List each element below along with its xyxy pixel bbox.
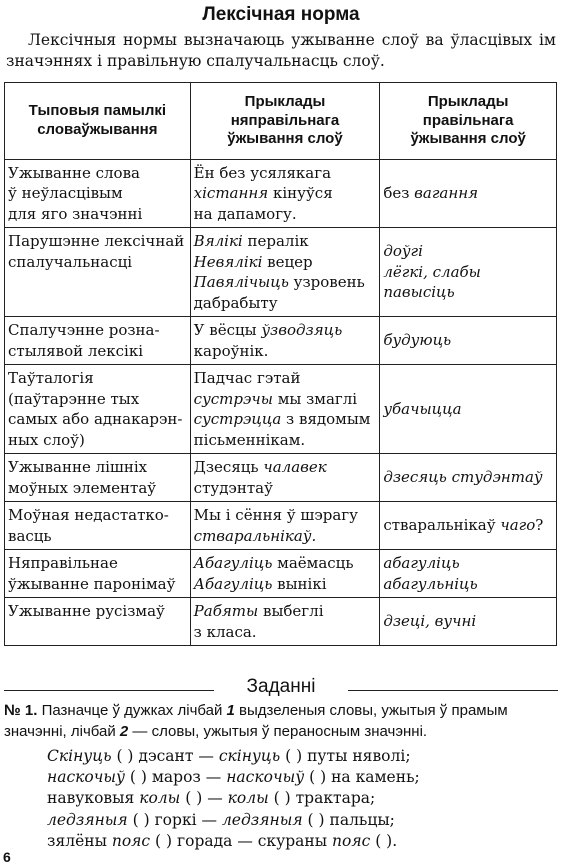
cell-line: Ужыванне русізмаў	[8, 602, 165, 620]
cell-line: моўных элементаў	[8, 478, 157, 497]
cell-line	[194, 622, 377, 643]
text-fragment: Мы і сёння ў шэрагу	[193, 506, 358, 524]
text-fragment: У вёсцы	[193, 321, 262, 339]
highlighted-word: Скінуць	[47, 747, 112, 765]
header-errors: Тыповыя памылкі словаўжывання	[5, 83, 191, 160]
text-fragment: на дапамогу.	[193, 204, 297, 223]
highlighted-word: будуюць	[383, 331, 452, 350]
text-fragment: ( ) на камень;	[304, 768, 420, 787]
error-type-cell	[5, 454, 191, 502]
highlighted-word: чалавек	[263, 458, 327, 476]
text-fragment: Пазначце ў дужках лічбай	[41, 702, 227, 719]
error-type-cell	[5, 502, 191, 550]
highlighted-word: абагуліць	[383, 554, 460, 572]
highlighted-word: чаго	[500, 516, 536, 535]
text-fragment: дабрабыту	[193, 293, 278, 312]
table-header-row	[5, 83, 557, 160]
text-fragment: выбеглі	[258, 602, 324, 620]
cell-line: стылявой лексікі	[8, 341, 144, 360]
cell-line	[194, 231, 377, 252]
text-fragment: Дзесяць	[193, 458, 264, 476]
cell-line	[194, 204, 377, 225]
cell-line	[194, 252, 377, 273]
cell-line	[383, 574, 553, 595]
highlighted-word: наскочыў	[47, 768, 125, 787]
cell-line	[383, 553, 553, 574]
highlighted-word: колы	[139, 789, 181, 808]
error-type-cell	[5, 159, 191, 228]
norms-table	[4, 82, 557, 646]
cell-line	[194, 457, 377, 478]
text-fragment: маёмасць	[272, 554, 354, 572]
cell-line: васць	[8, 526, 52, 545]
header-wrong: Прыклады няправільнага ўжывання слоў	[190, 83, 380, 160]
cell-line	[194, 341, 377, 362]
cell-line	[383, 330, 553, 351]
table-row	[5, 454, 557, 502]
text-fragment: вецер	[262, 252, 313, 271]
error-type-cell	[5, 365, 191, 454]
example-line	[47, 810, 557, 831]
text-fragment: пералік	[242, 232, 309, 250]
cell-line	[194, 574, 377, 595]
highlighted-word: абагульніць	[383, 574, 478, 593]
text-fragment: зялёны	[47, 831, 112, 850]
wrong-example-cell	[190, 159, 380, 228]
task-text	[4, 702, 508, 740]
highlighted-word: Вялікі	[193, 232, 243, 250]
cell-line	[383, 262, 553, 283]
text-fragment: кінуўся	[268, 184, 333, 202]
text-fragment: кароўнік.	[193, 341, 269, 360]
example-line	[47, 746, 557, 767]
task-number: № 1.	[4, 702, 38, 719]
cell-line: Ужыванне слова	[8, 163, 140, 182]
example-line	[47, 767, 557, 788]
highlighted-word: дзеці, вучні	[383, 612, 477, 631]
right-example-cell	[380, 365, 557, 454]
highlighted-word: лёгкі, слабы	[383, 262, 481, 281]
right-example-cell	[380, 550, 557, 598]
highlighted-word: 2	[119, 723, 129, 740]
example-line	[47, 788, 557, 809]
cell-line	[383, 515, 553, 536]
text-fragment: ( ) трактара;	[268, 789, 376, 808]
cell-line: ўжыванне паронімаў	[8, 574, 176, 593]
example-line	[47, 831, 557, 852]
table-row	[5, 365, 557, 454]
page-title: Лексічная норма	[202, 4, 360, 25]
highlighted-word: ледзяныя	[221, 810, 303, 829]
cell-line: для яго значэнні	[8, 204, 143, 223]
text-fragment: ( ) путы няволі;	[280, 747, 411, 765]
wrong-example-cell	[190, 598, 380, 646]
intro-paragraph: Лексічныя нормы вызначаюць ужыванне слоў ва ўласцівых ім значэннях і правільную спалучальнасць слоў.	[6, 31, 556, 70]
error-type-cell	[5, 228, 191, 317]
cell-line: (паўтарэнне тых	[8, 389, 140, 408]
cell-line	[194, 505, 377, 526]
cell-line: Спалучэнне розна-	[8, 321, 160, 339]
highlighted-word: вагання	[414, 184, 479, 202]
table-row	[5, 598, 557, 646]
right-example-cell	[380, 502, 557, 550]
highlighted-word: Абагуліць	[193, 554, 273, 572]
cell-line: Моўная недастатко-	[8, 506, 169, 524]
cell-line: ў неўласцівым	[8, 184, 123, 202]
cell-line	[383, 282, 553, 303]
highlighted-word: сустрэцца	[193, 410, 282, 428]
error-type-cell	[5, 550, 191, 598]
header-right: Прыклады правільнага ўжывання слоў	[380, 83, 557, 160]
right-example-cell	[380, 228, 557, 317]
highlighted-word: наскочыў	[226, 768, 305, 787]
cell-line	[194, 601, 377, 622]
text-fragment: з класа.	[193, 622, 257, 641]
cell-line	[383, 241, 553, 262]
wrong-example-cell	[190, 502, 380, 550]
text-fragment: ?	[535, 516, 544, 535]
table-row	[5, 502, 557, 550]
text-fragment: стваральнікаў	[383, 516, 501, 535]
cell-line	[194, 478, 377, 499]
highlighted-word: ледзяныя	[47, 810, 128, 829]
highlighted-word: сустрэчы	[193, 389, 273, 408]
right-example-cell	[380, 598, 557, 646]
cell-line	[194, 183, 377, 204]
cell-line	[194, 272, 377, 293]
cell-line	[383, 467, 553, 488]
text-fragment: ( ) пальцы;	[302, 810, 395, 829]
cell-line	[194, 293, 377, 314]
highlighted-word: колы	[227, 789, 269, 808]
text-fragment: ( ) горкі —	[127, 810, 222, 829]
table-row	[5, 159, 557, 228]
highlighted-word: скінуць	[218, 747, 281, 765]
text-fragment: навуковыя	[47, 789, 140, 808]
cell-line: Няправільнае	[8, 554, 118, 572]
text-fragment: студэнтаў	[193, 478, 273, 497]
cell-line: спалучальнасці	[8, 252, 133, 271]
task-1	[4, 700, 558, 742]
text-fragment: з вядомым	[281, 410, 371, 428]
highlighted-word: 1	[226, 702, 235, 719]
table-row	[5, 228, 557, 317]
text-fragment: пісьменнікам.	[193, 430, 306, 449]
cell-line	[194, 163, 377, 184]
text-fragment: мы змаглі	[272, 389, 358, 408]
highlighted-word: пояс	[332, 831, 371, 850]
page-number: 6	[3, 849, 11, 865]
wrong-example-cell	[190, 365, 380, 454]
text-fragment: ( ) дэсант —	[111, 747, 219, 765]
highlighted-word: пояс	[111, 831, 151, 850]
right-example-cell	[380, 454, 557, 502]
cell-line: Таўталогія	[8, 369, 94, 387]
highlighted-word: Невялікі	[193, 252, 263, 271]
text-fragment: без	[383, 184, 415, 202]
text-fragment: узровень	[288, 273, 365, 291]
examples-list	[47, 746, 557, 852]
text-fragment: ( ) горада — скураны	[150, 831, 333, 850]
cell-line	[194, 553, 377, 574]
table-row	[5, 317, 557, 365]
wrong-example-cell	[190, 228, 380, 317]
highlighted-word: хістання	[193, 184, 269, 202]
divider-right	[348, 690, 558, 691]
text-fragment: ( ) —	[180, 789, 228, 808]
divider-left	[4, 690, 214, 691]
wrong-example-cell	[190, 317, 380, 365]
wrong-example-cell	[190, 454, 380, 502]
highlighted-word: павысіць	[383, 283, 455, 302]
cell-line	[194, 368, 377, 389]
tasks-heading: Заданні	[246, 676, 316, 697]
error-type-cell	[5, 317, 191, 365]
text-fragment: — словы, ужытыя ў пераносным значэнні.	[128, 723, 428, 740]
cell-line: Ужыванне лішніх	[8, 458, 148, 476]
highlighted-word: ўзводзяць	[261, 321, 343, 339]
cell-line	[383, 399, 553, 420]
highlighted-word: Павялічыць	[193, 273, 289, 291]
cell-line	[194, 409, 377, 430]
cell-line	[383, 611, 553, 632]
highlighted-word: доўгі	[383, 242, 423, 261]
highlighted-word: Абагуліць	[193, 574, 273, 593]
cell-line	[194, 430, 377, 451]
cell-line: ных слоў)	[8, 430, 85, 449]
text-fragment: Падчас гэтай	[193, 369, 301, 387]
highlighted-word: дзесяць студэнтаў	[383, 468, 543, 487]
text-fragment: ( ).	[370, 831, 398, 850]
wrong-example-cell	[190, 550, 380, 598]
cell-line	[194, 389, 377, 410]
highlighted-word: убачыцца	[383, 399, 462, 418]
highlighted-word: стваральнікаў.	[193, 526, 317, 545]
cell-line	[194, 320, 377, 341]
right-example-cell	[380, 317, 557, 365]
text-fragment: Ён без усялякага	[193, 163, 332, 182]
text-fragment: вынікі	[272, 574, 327, 593]
cell-line	[383, 183, 553, 204]
cell-line: самых або аднакарэн-	[8, 410, 183, 428]
cell-line	[194, 526, 377, 547]
text-fragment: ( ) мароз —	[124, 768, 227, 787]
cell-line: Парушэнне лексічнай	[8, 232, 185, 250]
error-type-cell	[5, 598, 191, 646]
right-example-cell	[380, 159, 557, 228]
highlighted-word: Рабяты	[193, 602, 259, 620]
text-fragment: выдзеленыя словы, ужытыя ў прамым значэнні, лічбай	[4, 702, 508, 740]
table-row	[5, 550, 557, 598]
